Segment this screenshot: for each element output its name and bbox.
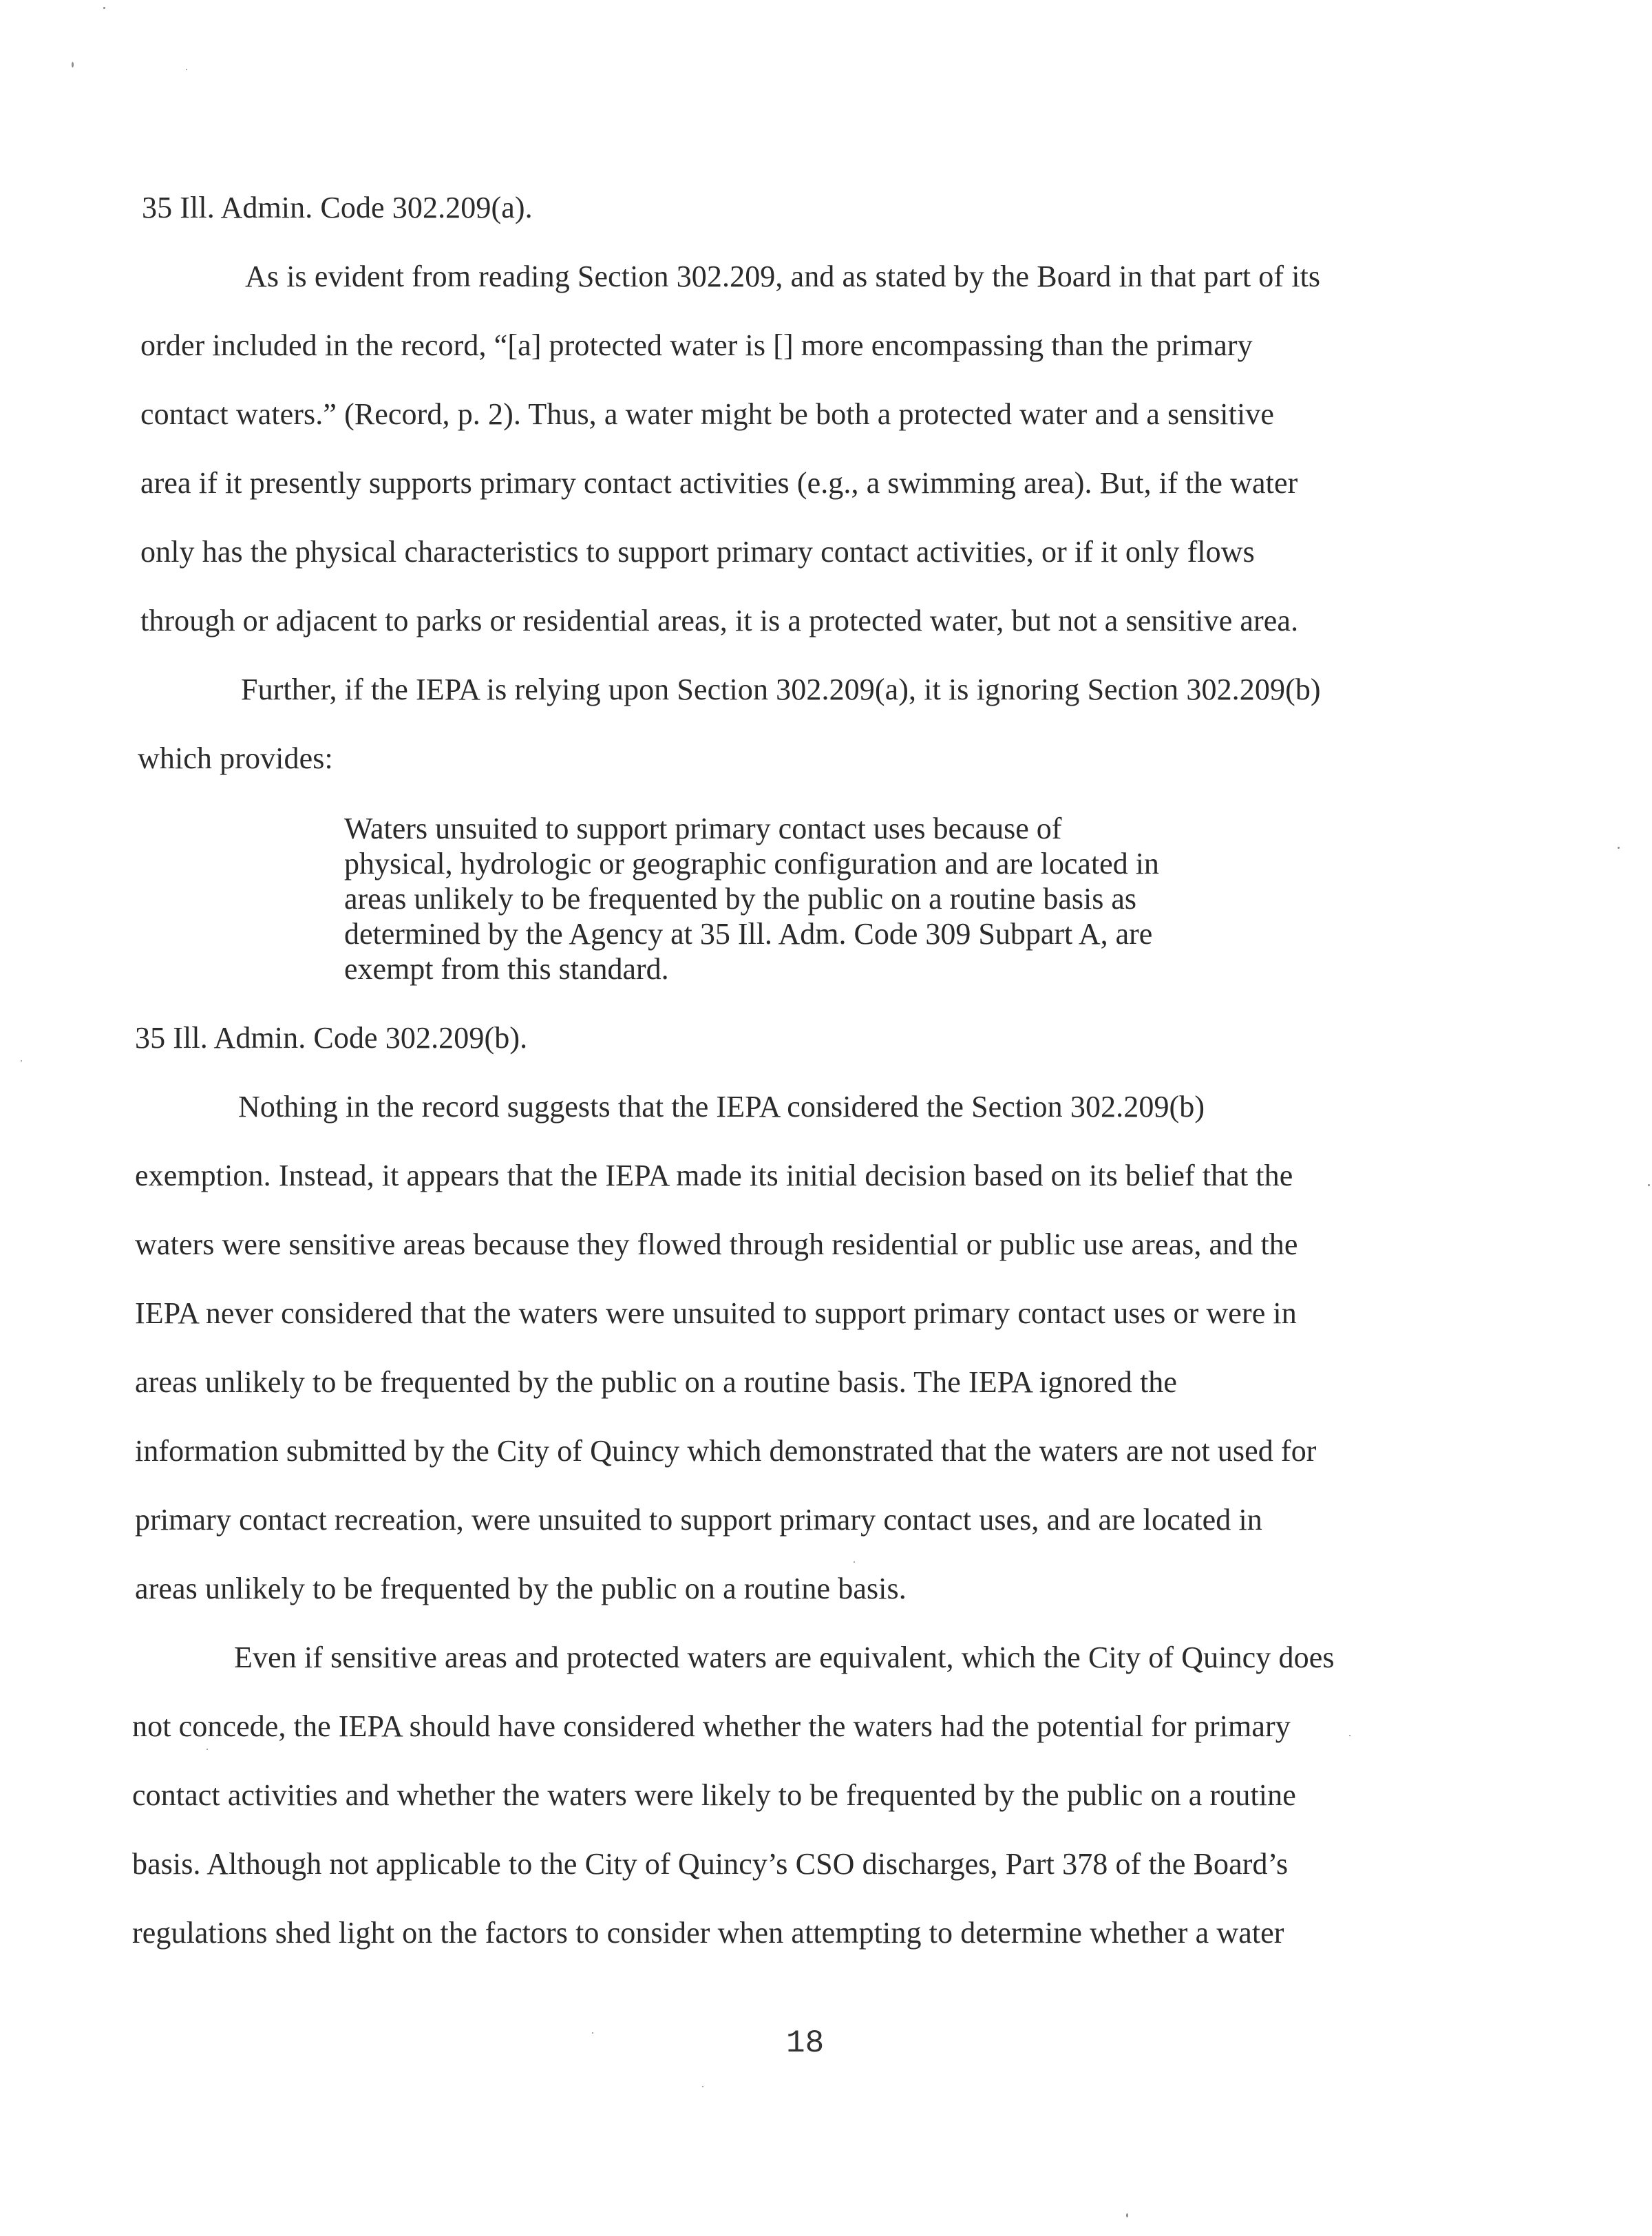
scan-speck	[854, 1561, 855, 1563]
paragraph-line: regulations shed light on the factors to consider when attempting to determine whether a water	[132, 1916, 1284, 1950]
scan-speck	[206, 1749, 208, 1750]
paragraph-line: IEPA never considered that the waters were unsuited to support primary contact uses or were in	[135, 1296, 1297, 1330]
paragraph-line: basis. Although not applicable to the City of Quincy’s CSO discharges, Part 378 of the Board’s	[132, 1847, 1289, 1881]
paragraph-line: areas unlikely to be frequented by the public on a routine basis.	[135, 1572, 907, 1605]
paragraph-line: As is evident from reading Section 302.209, and as stated by the Board in that part of its	[245, 260, 1321, 293]
block-quote-line: determined by the Agency at 35 Ill. Adm. Code 309 Subpart A, are	[344, 917, 1153, 951]
paragraph-line: areas unlikely to be frequented by the public on a routine basis. The IEPA ignored the	[135, 1365, 1178, 1399]
paragraph-line: contact waters.” (Record, p. 2). Thus, a water might be both a protected water and a sensitive	[140, 397, 1275, 431]
scan-speck	[1126, 2213, 1128, 2217]
scan-speck	[702, 2086, 703, 2087]
scan-speck	[103, 7, 105, 9]
scan-speck	[1618, 847, 1620, 849]
block-quote-line: Waters unsuited to support primary contact uses because of	[344, 812, 1062, 845]
paragraph-line: waters were sensitive areas because they flowed through residential or public use areas, and the	[135, 1227, 1298, 1261]
paragraph-line: order included in the record, “[a] protected water is [] more encompassing than the primary	[140, 328, 1253, 362]
block-quote-line: exempt from this standard.	[344, 952, 669, 986]
citation-302-209-b: 35 Ill. Admin. Code 302.209(b).	[135, 1021, 528, 1055]
paragraph-line: contact activities and whether the waters were likely to be frequented by the public on a routine	[132, 1778, 1296, 1812]
paragraph-line: which provides:	[138, 741, 333, 775]
citation-302-209-a: 35 Ill. Admin. Code 302.209(a).	[142, 191, 533, 224]
paragraph-line: Further, if the IEPA is relying upon Section 302.209(a), it is ignoring Section 302.209(b)	[241, 673, 1321, 706]
paragraph-line: not concede, the IEPA should have considered whether the waters had the potential for primary	[132, 1709, 1291, 1743]
scan-speck	[1648, 1184, 1650, 1186]
scan-speck	[592, 2032, 593, 2034]
scan-speck	[72, 62, 74, 67]
paragraph-line: only has the physical characteristics to support primary contact activities, or if it only flows	[140, 535, 1255, 569]
paragraph-line: primary contact recreation, were unsuited to support primary contact uses, and are located in	[135, 1503, 1262, 1537]
paragraph-line: exemption. Instead, it appears that the IEPA made its initial decision based on its belief that the	[135, 1159, 1293, 1192]
scan-speck	[21, 1060, 22, 1062]
scan-speck	[1349, 1735, 1351, 1736]
block-quote-line: areas unlikely to be frequented by the public on a routine basis as	[344, 882, 1136, 916]
paragraph-line: Nothing in the record suggests that the IEPA considered the Section 302.209(b)	[238, 1090, 1205, 1124]
page-number: 18	[786, 2025, 825, 2061]
paragraph-line: area if it presently supports primary contact activities (e.g., a swimming area). But, if the water	[140, 466, 1298, 500]
paragraph-line: information submitted by the City of Quincy which demonstrated that the waters are not used for	[135, 1434, 1317, 1468]
paragraph-line: Even if sensitive areas and protected waters are equivalent, which the City of Quincy does	[234, 1641, 1335, 1674]
block-quote-line: physical, hydrologic or geographic configuration and are located in	[344, 847, 1159, 880]
paragraph-line: through or adjacent to parks or residential areas, it is a protected water, but not a sensitive area.	[140, 604, 1299, 637]
scan-speck	[186, 69, 187, 70]
